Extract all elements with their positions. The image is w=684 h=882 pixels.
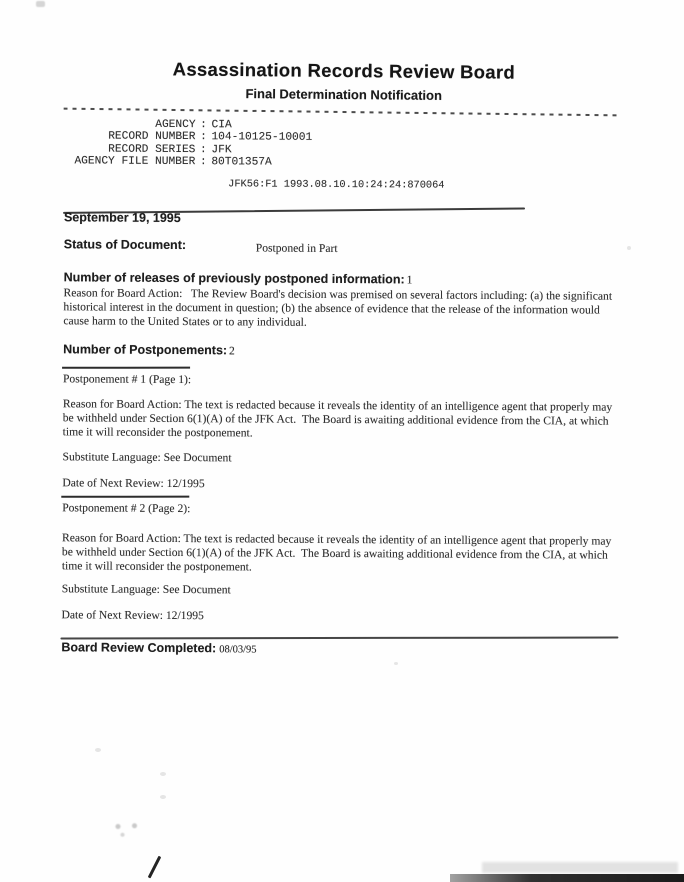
- postponement-2-title: Postponement # 2 (Page 2):: [62, 501, 191, 516]
- postponements-heading-label: Number of Postponements:: [63, 342, 228, 358]
- postponement-1-title: Postponement # 1 (Page 1):: [62, 372, 192, 387]
- record-identification-block: [63, 118, 483, 170]
- postponements-heading: [63, 342, 235, 357]
- document-date: September 19, 1995: [63, 210, 181, 226]
- record-field-value: 80T01357A: [211, 156, 272, 169]
- record-field-value: JFK: [211, 144, 232, 157]
- board-review-completed-label: Board Review Completed:: [61, 640, 217, 656]
- board-review-completed-date: 08/03/95: [219, 644, 257, 656]
- record-field-label: AGENCY: [155, 118, 196, 132]
- status-of-document-value: Postponed in Part: [255, 241, 338, 255]
- postponement-1-rule: [62, 367, 190, 369]
- postponement-2-next-review-date: Date of Next Review: 12/1995: [61, 608, 204, 623]
- scan-artifact-bottom-bar: [450, 874, 684, 882]
- record-field-separator: :: [200, 119, 207, 132]
- scan-speck: [394, 662, 398, 665]
- releases-heading-label: Number of releases of previously postponed information:: [63, 270, 405, 287]
- postponement-1-reason: Reason for Board Action: The text is redacted because it reveals the identity of an intelligence agent that properly may be withheld under Section 6(1)(A) of the JFK Act. The Board is awaiting additional evidence from the CIA, at which time it will reconsider the postponement.: [62, 397, 616, 440]
- record-field-label: RECORD NUMBER: [108, 130, 196, 144]
- releases-count: 1: [406, 274, 413, 287]
- record-field-label: RECORD SERIES: [108, 143, 196, 156]
- record-field-separator: :: [200, 131, 207, 144]
- record-field-label: AGENCY FILE NUMBER: [74, 155, 196, 169]
- postponement-1-next-review-date: Date of Next Review: 12/1995: [62, 476, 205, 491]
- scan-speck: [160, 795, 166, 799]
- board-review-completed-line: [61, 640, 256, 655]
- scan-artifact-bottom-smear: [482, 862, 678, 873]
- scan-speck: [160, 772, 166, 776]
- postponement-1-substitute-language: Substitute Language: See Document: [62, 450, 232, 465]
- document-title: Assassination Records Review Board: [172, 58, 516, 83]
- postponement-2-substitute-language: Substitute Language: See Document: [61, 582, 231, 597]
- document-subtitle: Final Determination Notification: [245, 86, 443, 103]
- record-field-value: CIA: [211, 119, 232, 132]
- record-field-value: 104-10125-10001: [211, 131, 313, 145]
- releases-reason-paragraph: Reason for Board Action: The Review Board's decision was premised on several factors including: (a) the significant historical interest in the document in question; (b) the absence of evidence that the release of the information would cause harm to the United States or to any individual.: [63, 286, 616, 329]
- postponement-2-reason: Reason for Board Action: The text is redacted because it reveals the identity of an intelligence agent that properly may be withheld under Section 6(1)(A) of the JFK Act. The Board is awaiting additional evidence from the CIA, at which time it will reconsider the postponement.: [61, 531, 615, 574]
- status-of-document-label: Status of Document:: [63, 237, 187, 253]
- horizontal-rule-bottom: [60, 637, 618, 640]
- postponement-2-rule: [61, 496, 189, 498]
- scan-artifact-bottom-smudge: [112, 822, 142, 837]
- scan-speck: [627, 246, 631, 250]
- record-stamp-line: JFK56:F1 1993.08.10.10:24:24:870064: [228, 178, 445, 192]
- dashed-divider: [64, 108, 620, 117]
- releases-heading: [64, 270, 413, 286]
- record-field-separator: :: [200, 143, 207, 156]
- scan-speck: [95, 748, 101, 752]
- postponements-count: 2: [229, 345, 235, 358]
- record-field-agency-file-number: [63, 156, 483, 171]
- record-field-separator: :: [199, 156, 207, 169]
